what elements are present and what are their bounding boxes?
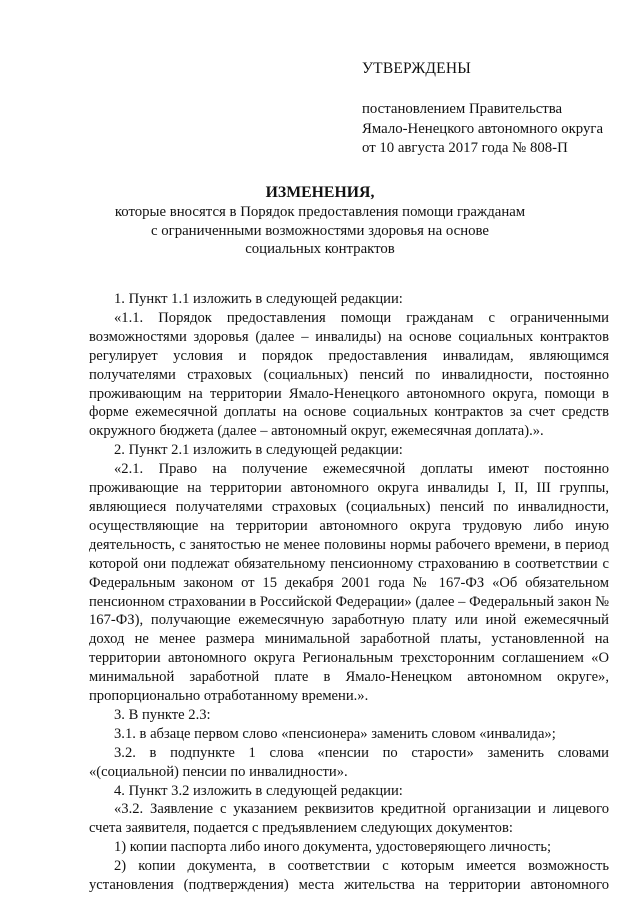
paragraph-item-2: 2. Пункт 2.1 изложить в следующей редакции:	[114, 442, 403, 459]
document-title: ИЗМЕНЕНИЯ,	[265, 184, 375, 201]
decree-line: Ямало-Ненецкого автономного округа	[362, 120, 604, 137]
subtitle-line: которые вносятся в Порядок предоставления помощи гражданам	[114, 204, 526, 220]
decree-line: от 10 августа 2017 года № 808-П	[362, 140, 568, 156]
list-item-2: 2) копии документа, в соответствии с которым имеется возможность установления (подтверждения) места жительства на территории автономного	[89, 858, 609, 894]
paragraph-3-1: 3.1. в абзаце первом слово «пенсионера» заменить словом «инвалида»;	[114, 725, 556, 742]
list-item-1: 1) копии паспорта либо иного документа, удостоверяющего личность;	[114, 839, 552, 856]
decree-reference	[362, 100, 603, 159]
paragraph-item-1: 1. Пункт 1.1 изложить в следующей редакции:	[114, 291, 403, 307]
paragraph-2-1-text: «2.1. Право на получение ежемесячной доплаты имеют постоянно проживающие на территории автономного округа инвалиды I, II, III группы, являющиеся получателями страховых (социальных) пенсий по инвалидности, осуществляющие на территории автономного округа трудовую либо иную деятельность, с занятостью не менее половины нормы рабочего времени, в период которой они подлежат обязательному пенсионному страхованию в соответствии с Федеральным законом от 15 декабря 2001 года № 167-ФЗ «Об обязательном пенсионном страховании в Российской Федерации» (далее – Федеральный закон № 167-ФЗ), получающие ежемесячную заработную плату или иной ежемесячный доход не менее размера минимальной заработной платы, установленной на территории автономного округа Региональным трехсторонним соглашением «О минимальной заработной плате в Ямало-Ненецком автономном округе», пропорционально отработанному времени.».	[89, 461, 609, 705]
document-body	[89, 290, 609, 895]
paragraph-1-1-text: «1.1. Порядок предоставления помощи гражданам с ограниченными возможностями здоровья (далее – инвалиды) на основе социальных контрактов регулирует условия и порядок предоставления инвалидам, являющимся получателями страховых (социальных) пенсий по инвалидности, постоянно проживающим на территории Ямало-Ненецкого автономного округа, помощи в форме ежемесячной доплаты на основе социальных контрактов за счет средств окружного бюджета (далее – автономный округ, ежемесячная доплата).».	[89, 309, 609, 440]
paragraph-3-2: 3.2. в подпункте 1 слова «пенсии по старости» заменить словами «(социальной) пенсии по инвалидности».	[89, 744, 609, 780]
decree-line: постановлением Правительства	[362, 101, 563, 117]
subtitle-line: с ограниченными возможностями здоровья на основе	[150, 222, 489, 239]
paragraph-item-3: 3. В пункте 2.3:	[114, 706, 211, 723]
approval-heading: УТВЕРЖДЕНЫ	[362, 60, 471, 77]
paragraph-item-4: 4. Пункт 3.2 изложить в следующей редакции:	[114, 782, 403, 799]
paragraph-3-2-text: «3.2. Заявление с указанием реквизитов кредитной организации и лицевого счета заявителя, подается с предъявлением следующих документов:	[89, 801, 609, 837]
subtitle-line: социальных контрактов	[245, 241, 395, 257]
document-subtitle	[0, 203, 640, 259]
